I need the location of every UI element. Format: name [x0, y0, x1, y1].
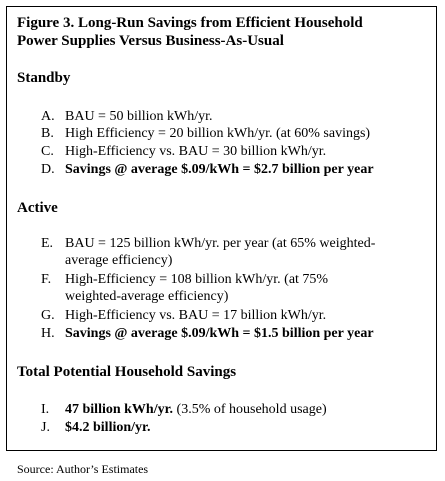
- item-text-bold: Savings @ average $.09/kWh = $1.5 billion per year: [65, 326, 374, 341]
- source-note: Source: Author’s Estimates: [17, 462, 149, 476]
- item-text: [65, 271, 430, 305]
- item-marker: C.: [41, 144, 54, 159]
- item-marker: D.: [41, 162, 55, 177]
- item-text-bold: 47 billion kWh/yr.: [65, 402, 174, 417]
- figure-box: [6, 6, 437, 451]
- figure-title-line-2: Power Supplies Versus Business-As-Usual: [17, 33, 284, 49]
- item-marker: I.: [41, 402, 50, 417]
- figure-title: [17, 14, 432, 50]
- item-marker: J.: [41, 420, 50, 435]
- figure-title-line-1: Figure 3. Long-Run Savings from Efficient Household: [17, 15, 363, 31]
- active-heading: Active: [17, 200, 58, 216]
- item-marker: H.: [41, 326, 55, 341]
- item-marker: B.: [41, 126, 54, 141]
- item-text-line-1: High-Efficiency = 108 billion kWh/yr. (at 75%: [65, 272, 329, 287]
- item-text: High-Efficiency vs. BAU = 30 billion kWh/yr.: [65, 144, 327, 159]
- item-text-bold: Savings @ average $.09/kWh = $2.7 billion per year: [65, 162, 374, 177]
- item-text: BAU = 50 billion kWh/yr.: [65, 109, 213, 124]
- item-marker: G.: [41, 308, 55, 323]
- item-text: [65, 235, 430, 269]
- item-text: [65, 401, 430, 418]
- item-marker: A.: [41, 109, 55, 124]
- item-text-line-1: BAU = 125 billion kWh/yr. per year (at 65% weighted-: [65, 236, 376, 251]
- item-text: High-Efficiency vs. BAU = 17 billion kWh/yr.: [65, 308, 327, 323]
- standby-heading: Standby: [17, 70, 71, 86]
- item-text-normal: (3.5% of household usage): [173, 402, 327, 417]
- item-text: High Efficiency = 20 billion kWh/yr. (at 60% savings): [65, 126, 371, 141]
- item-text-bold: $4.2 billion/yr.: [65, 420, 151, 435]
- item-marker: E.: [41, 236, 54, 251]
- item-marker: F.: [41, 272, 52, 287]
- total-heading: Total Potential Household Savings: [17, 364, 237, 380]
- item-text-line-2: average efficiency): [65, 253, 173, 268]
- item-text-line-2: weighted-average efficiency): [65, 289, 229, 304]
